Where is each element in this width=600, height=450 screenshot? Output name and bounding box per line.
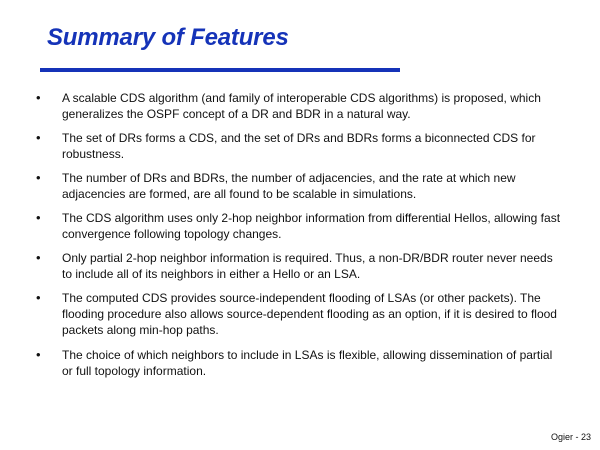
bullet-icon: • <box>36 210 41 225</box>
bullet-text: The CDS algorithm uses only 2-hop neighbor information from differential Hellos, allowing fast convergence following topology changes. <box>62 211 561 241</box>
bullet-icon: • <box>36 90 41 105</box>
list-item <box>36 90 566 122</box>
bullet-text: A scalable CDS algorithm (and family of interoperable CDS algorithms) is proposed, which generalizes the OSPF concept of a DR and BDR in a natural way. <box>62 91 541 121</box>
bullet-text: Only partial 2-hop neighbor information is required. Thus, a non-DR/BDR router never needs to include all of its neighbors in either a Hello or an LSA. <box>62 251 553 281</box>
list-item <box>36 210 566 242</box>
slide-title: Summary of Features <box>47 24 289 51</box>
bullet-icon: • <box>36 347 41 362</box>
bullet-icon: • <box>36 170 41 185</box>
list-item <box>36 290 566 338</box>
bullet-icon: • <box>36 250 41 265</box>
bullet-text: The number of DRs and BDRs, the number of adjacencies, and the rate at which new adjacencies are formed, are all found to be scalable in simulations. <box>62 171 516 201</box>
list-item <box>36 347 566 379</box>
list-item <box>36 170 566 202</box>
list-item <box>36 130 566 162</box>
feature-list <box>36 90 566 387</box>
title-underline <box>40 68 400 72</box>
bullet-text: The computed CDS provides source-independent flooding of LSAs (or other packets). The flooding procedure also allows source-dependent flooding as an option, if it is desired to flood packets along min-hop paths. <box>62 291 557 337</box>
bullet-text: The set of DRs forms a CDS, and the set of DRs and BDRs forms a biconnected CDS for robustness. <box>62 131 536 161</box>
bullet-icon: • <box>36 290 41 305</box>
page-number: Ogier - 23 <box>550 432 591 442</box>
bullet-icon: • <box>36 130 41 145</box>
bullet-text: The choice of which neighbors to include in LSAs is flexible, allowing dissemination of partial or full topology information. <box>62 348 553 378</box>
list-item <box>36 250 566 282</box>
